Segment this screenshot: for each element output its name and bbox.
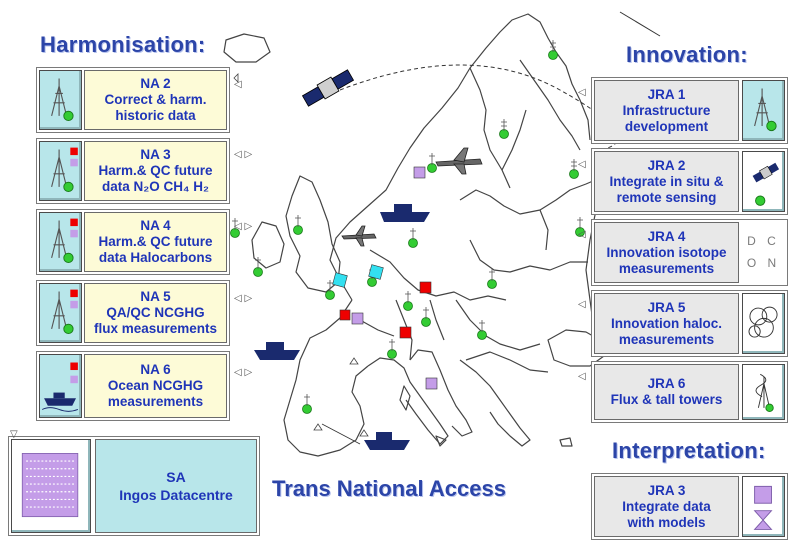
na4-label [84, 212, 227, 272]
na5-line2: flux measurements [93, 321, 218, 336]
arrow-na4: ◁ ▷ [234, 221, 253, 232]
innovation-title: Innovation: [626, 42, 748, 67]
arrow-na2: ◁ [234, 79, 242, 90]
ship-icon-mediterranean [364, 432, 410, 450]
arrow-jra6: ◁ [578, 371, 586, 382]
na4-box[interactable] [36, 209, 230, 275]
jra5-label [594, 293, 739, 354]
jra4-line1: Innovation isotope [606, 244, 727, 260]
jra4-line2: measurements [618, 260, 715, 276]
na4-line2: data Halocarbons [98, 250, 213, 265]
jra2-title: JRA 2 [647, 157, 686, 173]
na5-line1: QA/QC NCGHG [106, 305, 205, 320]
na2-title: NA 2 [140, 76, 171, 91]
jra5-title: JRA 5 [647, 299, 686, 315]
jra1-line1: Infrastructure [622, 102, 711, 118]
jra3-line2: with models [627, 514, 706, 530]
sa-title: SA [166, 469, 186, 485]
arrow-na3: ◁ ▷ [234, 149, 253, 160]
special-markers [333, 167, 437, 389]
sa-label [95, 439, 257, 533]
na3-label [84, 141, 227, 201]
jra1-label [594, 80, 739, 141]
satellite-icon [301, 68, 354, 108]
na5-title: NA 5 [140, 289, 171, 304]
jra6-title: JRA 6 [647, 376, 686, 391]
harmonisation-title: Harmonisation: [40, 32, 206, 57]
na5-box[interactable] [36, 280, 230, 346]
satellite-orbit-dashed [340, 65, 618, 150]
jra2-label [594, 151, 739, 212]
na5-label [84, 283, 227, 343]
model-hourglass-icon [742, 476, 785, 537]
aircraft-icon-north [436, 148, 482, 174]
na3-line1: Harm.& QC future [98, 163, 213, 178]
na6-label [84, 354, 227, 418]
sa-box[interactable] [8, 436, 260, 536]
tower-red-lilac-icon [39, 141, 82, 201]
jra1-title: JRA 1 [647, 86, 686, 102]
arrow-na6: ◁ ▷ [234, 367, 253, 378]
ship-icon-north-sea [380, 204, 430, 222]
isotope-icon-text: D C O N [746, 234, 781, 270]
jra6-label [594, 364, 739, 420]
arrow-jra4: ◁ [578, 229, 586, 240]
jra2-line2: remote sensing [616, 189, 717, 205]
satellite-tower-icon [742, 151, 785, 212]
jra5-box[interactable] [591, 290, 788, 357]
jra2-line1: Integrate in situ & [609, 173, 724, 189]
tower-icon [39, 70, 82, 130]
ship-red-lilac-icon [39, 354, 82, 418]
jra3-label [594, 476, 739, 537]
na4-title: NA 4 [140, 218, 171, 233]
molecule-rings-icon [742, 293, 785, 354]
jra1-box[interactable] [591, 77, 788, 144]
flux-tower-icon [742, 364, 785, 420]
arrow-jra2: ◁ [578, 159, 586, 170]
pointer-line [322, 424, 360, 444]
na3-line2: data N₂O CH₄ H₂ [102, 179, 209, 194]
na6-line2: measurements [107, 394, 204, 409]
tower-red-lilac-icon [39, 283, 82, 343]
jra4-label [594, 222, 739, 283]
tower-red-lilac-icon [39, 212, 82, 272]
arrow-na5: ◁ ▷ [234, 293, 253, 304]
na2-line2: historic data [115, 108, 196, 123]
na6-title: NA 6 [140, 362, 171, 377]
na2-line1: Correct & harm. [104, 92, 207, 107]
jra3-line1: Integrate data [622, 498, 711, 514]
na6-box[interactable] [36, 351, 230, 421]
arrow-sa: ▽ [10, 429, 18, 440]
na3-box[interactable] [36, 138, 230, 204]
arrow-jra5: ◁ [578, 299, 586, 310]
tower-icon [742, 80, 785, 141]
na2-box[interactable] [36, 67, 230, 133]
na3-title: NA 3 [140, 147, 171, 162]
jra3-title: JRA 3 [647, 482, 686, 498]
ship-icon-atlantic [254, 342, 300, 360]
datacentre-grid-icon [11, 439, 91, 533]
aircraft-icon-central [342, 226, 376, 246]
jra6-line1: Flux & tall towers [610, 392, 723, 407]
jra6-box[interactable] [591, 361, 788, 423]
jra3-box[interactable] [591, 473, 788, 540]
trans-national-access-label: Trans National Access [272, 476, 506, 501]
interpretation-title: Interpretation: [612, 438, 766, 463]
jra2-box[interactable] [591, 148, 788, 215]
na2-label [84, 70, 227, 130]
europe-outline [224, 14, 604, 456]
top-right-line [620, 12, 660, 36]
jra4-title: JRA 4 [647, 228, 686, 244]
jra5-line1: Innovation haloc. [610, 315, 722, 331]
sa-line1: Ingos Datacentre [119, 487, 233, 503]
arrow-jra1: ◁ [578, 87, 586, 98]
jra4-box[interactable] [591, 219, 788, 286]
jra5-line2: measurements [618, 331, 715, 347]
na4-line1: Harm.& QC future [98, 234, 213, 249]
na6-line1: Ocean NCGHG [107, 378, 204, 393]
jra1-line2: development [624, 118, 709, 134]
isotope-letters-icon [742, 222, 785, 283]
